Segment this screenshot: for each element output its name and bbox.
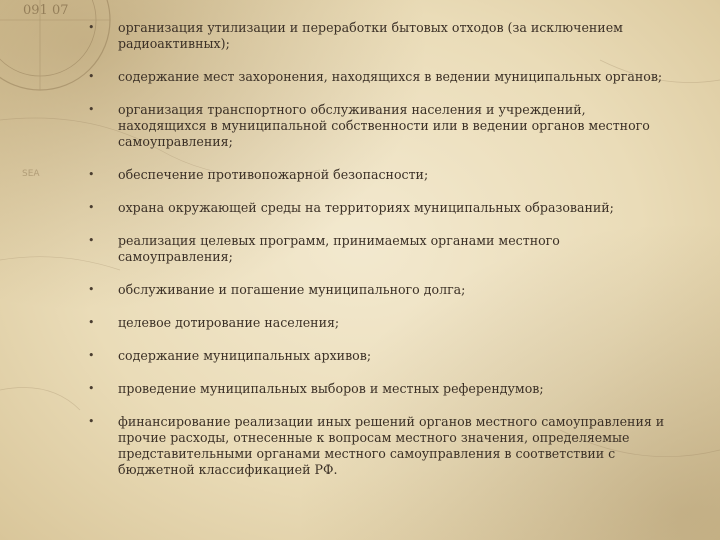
- list-item: [85, 315, 665, 331]
- list-item-text: финансирование реализации иных решений органов местного самоуправления и прочие расходы, отнесенные к вопросам местного значения, определяемые представительными органами местного самоуправления в соответствии с бюджетной классификацией РФ.: [118, 414, 665, 477]
- list-item: [85, 102, 665, 150]
- list-item-text: целевое дотирование населения;: [118, 315, 340, 330]
- list-item-text: организация транспортного обслуживания населения и учреждений, находящихся в муниципальной собственности или в ведении органов местного самоуправления;: [118, 102, 650, 149]
- list-item: [85, 167, 665, 183]
- list-item-text: охрана окружающей среды на территориях муниципальных образований;: [118, 200, 614, 215]
- list-item: [85, 233, 665, 265]
- bullet-icon: •: [88, 415, 95, 428]
- compass-scale-text: 091 07: [23, 3, 69, 18]
- list-item: [85, 282, 665, 298]
- list-item-text: содержание муниципальных архивов;: [118, 348, 372, 363]
- list-item: [85, 200, 665, 216]
- list-item: [85, 348, 665, 364]
- bullet-icon: •: [88, 21, 95, 34]
- map-label-text: SEA: [22, 169, 40, 179]
- bullet-list: [85, 20, 665, 495]
- bullet-icon: •: [88, 201, 95, 214]
- bullet-icon: •: [88, 168, 95, 181]
- list-item: [85, 381, 665, 397]
- list-item: [85, 414, 665, 478]
- bullet-icon: •: [88, 234, 95, 247]
- list-item-text: содержание мест захоронения, находящихся в ведении муниципальных органов;: [118, 69, 663, 84]
- bullet-icon: •: [88, 283, 95, 296]
- list-item-text: реализация целевых программ, принимаемых органами местного самоуправления;: [118, 233, 560, 264]
- bullet-icon: •: [88, 103, 95, 116]
- bullet-icon: •: [88, 70, 95, 83]
- list-item-text: обеспечение противопожарной безопасности;: [118, 167, 429, 182]
- bullet-icon: •: [88, 316, 95, 329]
- bullet-icon: •: [88, 382, 95, 395]
- bullet-icon: •: [88, 349, 95, 362]
- list-item: [85, 69, 665, 85]
- list-item-text: организация утилизации и переработки бытовых отходов (за исключением радиоактивных);: [118, 20, 623, 51]
- list-item-text: обслуживание и погашение муниципального долга;: [118, 282, 466, 297]
- list-item-text: проведение муниципальных выборов и местных референдумов;: [118, 381, 544, 396]
- list-item: [85, 20, 665, 52]
